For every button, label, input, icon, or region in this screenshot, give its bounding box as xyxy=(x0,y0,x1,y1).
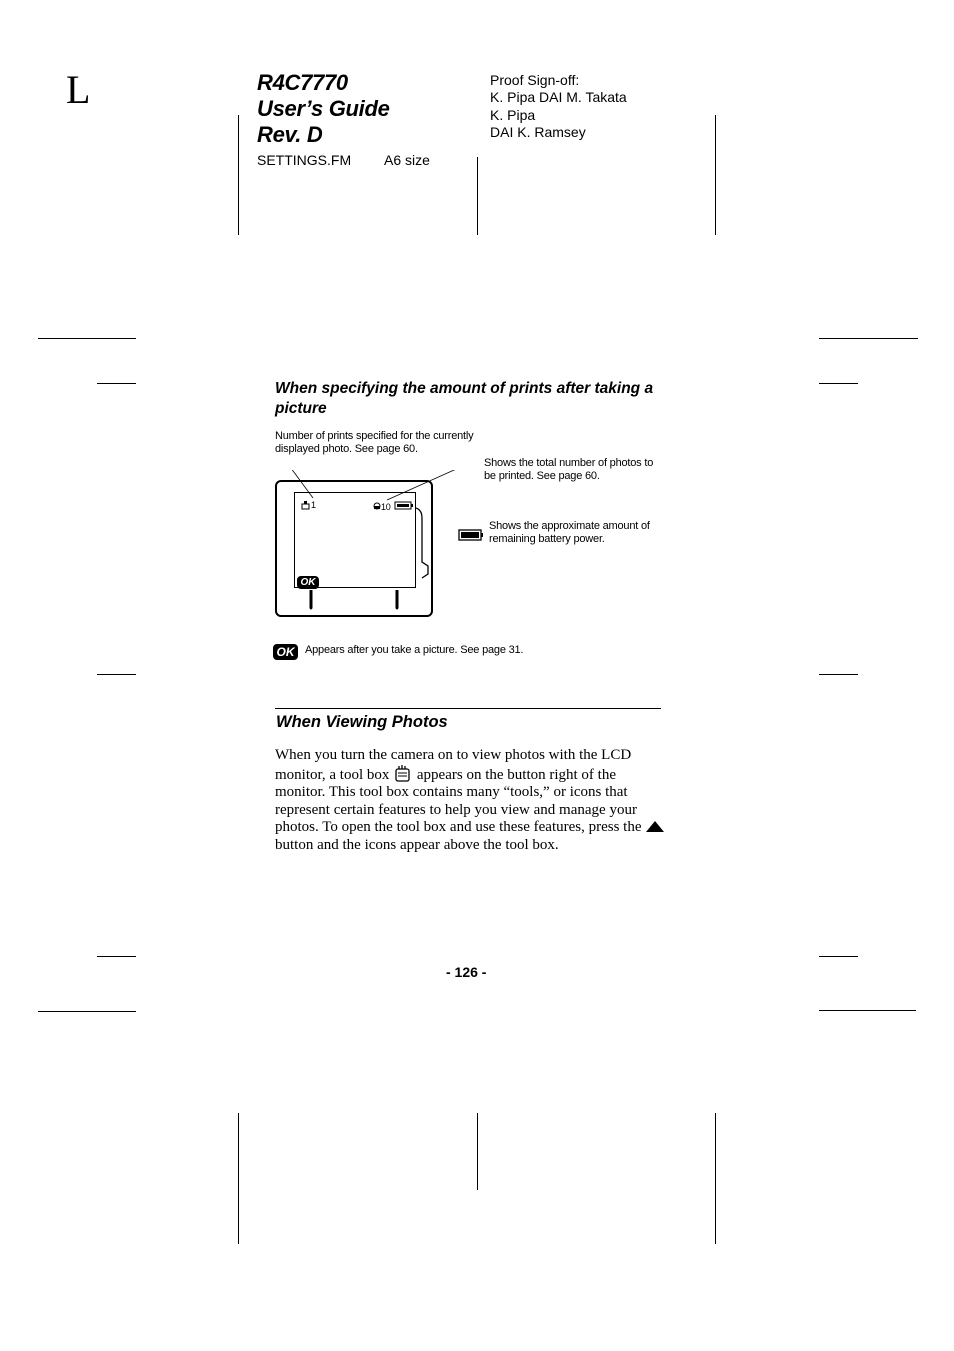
section-divider xyxy=(275,708,661,709)
file-name: SETTINGS.FM xyxy=(257,152,352,168)
crop-mark-bottom-right xyxy=(715,1113,716,1244)
proof-line-4: DAI K. Ramsey xyxy=(490,123,586,140)
crop-mark-left-3 xyxy=(97,674,136,675)
crop-mark-right-4 xyxy=(819,956,858,957)
callout-battery: Shows the approximate amount of remaining battery power. xyxy=(489,520,650,545)
battery-icon xyxy=(458,528,484,542)
printer-icon xyxy=(302,501,309,509)
crop-mark-left-4 xyxy=(97,956,136,957)
crop-mark-bottom-center xyxy=(477,1113,478,1190)
title-line-1: R4C7770 xyxy=(257,70,348,95)
title-line-3: Rev. D xyxy=(257,122,323,147)
para-part-1: When you turn the camera on to view photos with the LCD monitor, a tool box xyxy=(275,747,632,783)
up-triangle-icon xyxy=(645,819,665,833)
proof-line-2: K. Pipa DAI M. Takata xyxy=(490,89,627,106)
crop-mark-left-2 xyxy=(97,383,136,384)
page-number: - 126 - xyxy=(446,964,487,980)
toolbox-icon xyxy=(393,765,413,783)
ok-note: Appears after you take a picture. See page 31. xyxy=(305,644,524,656)
crop-mark-bottom-left xyxy=(238,1113,239,1244)
page-size: A6 size xyxy=(384,152,430,168)
section-heading-viewing: When Viewing Photos xyxy=(276,713,448,731)
callout-print-count: Number of prints specified for the currently displayed photo. See page 60. xyxy=(275,430,474,455)
crop-mark-right-3 xyxy=(819,674,858,675)
para-part-2: appears on the button right of the monitor. This tool box contains many “tools,” or icons that represent certain features to help you view and manage your photos. To open the tool box and use these features, press the xyxy=(275,766,642,836)
proof-line-1: Proof Sign-off: xyxy=(490,72,580,88)
lcd-details xyxy=(270,470,470,630)
section-heading-prints: When specifying the amount of prints after taking a picture xyxy=(275,380,654,417)
crop-mark-top-center xyxy=(477,157,478,235)
print-total-icon xyxy=(374,503,380,509)
body-paragraph xyxy=(275,747,667,855)
battery-icon xyxy=(395,502,413,509)
proof-signoff xyxy=(490,72,627,141)
crop-mark-right-5 xyxy=(819,1010,916,1011)
corner-letter: L xyxy=(66,67,91,112)
ok-icon: OK xyxy=(297,576,319,589)
crop-mark-top-left xyxy=(238,115,239,235)
crop-mark-left-1 xyxy=(38,338,136,339)
crop-mark-left-5 xyxy=(38,1011,136,1012)
title-line-2: User’s Guide xyxy=(257,96,390,121)
document-title xyxy=(257,70,390,148)
ok-icon: OK xyxy=(273,644,298,660)
crop-mark-top-right xyxy=(715,115,716,235)
lcd-total-count: 10 xyxy=(381,502,391,512)
callout-total-prints: Shows the total number of photos to be printed. See page 60. xyxy=(484,457,654,482)
proof-line-3: K. Pipa xyxy=(490,106,536,123)
para-part-3: button and the icons appear above the tool box. xyxy=(275,836,559,853)
crop-mark-right-2 xyxy=(819,383,858,384)
lcd-print-count: 1 xyxy=(311,500,316,510)
crop-mark-right-1 xyxy=(819,338,918,339)
